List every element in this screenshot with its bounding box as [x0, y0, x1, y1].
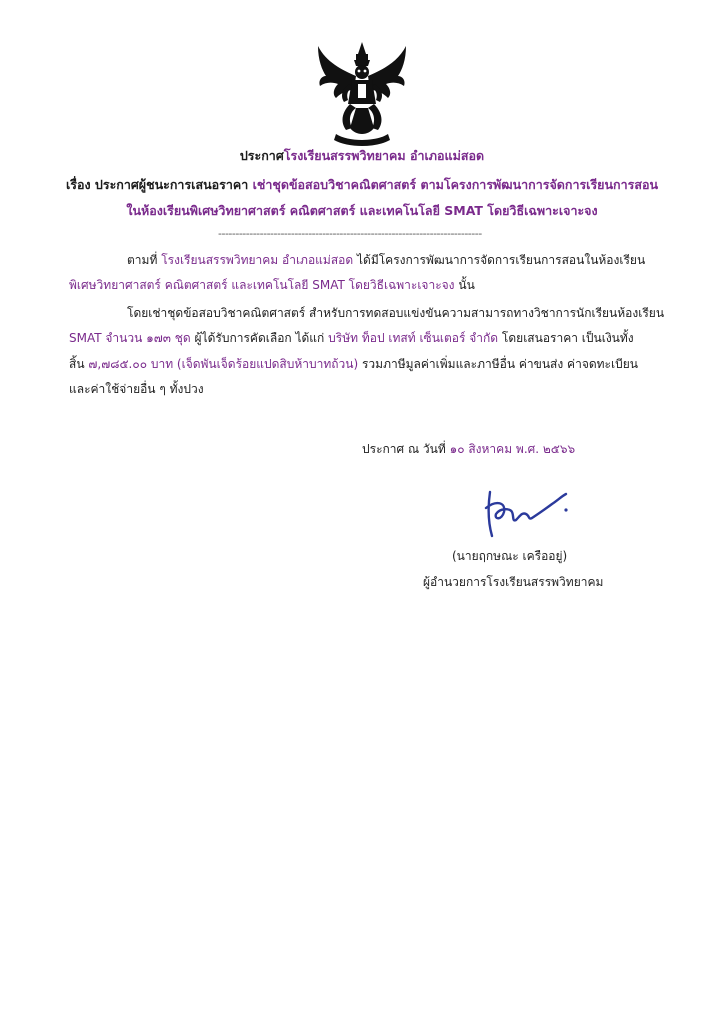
- p2-quantity: SMAT จำนวน ๑๗๓ ชุด: [69, 331, 191, 345]
- paragraph-1-line-1: [127, 251, 645, 270]
- subject-text-1: เช่าชุดข้อสอบวิชาคณิตศาสตร์ ตามโครงการพัฒนาการจัดการเรียนการสอน: [252, 177, 659, 192]
- p2-price-label: โดยเสนอราคา เป็นเงินทั้ง: [501, 331, 634, 345]
- title-prefix: ประกาศ: [239, 148, 284, 163]
- p2-total-label: สิ้น: [69, 357, 85, 371]
- title-org: โรงเรียนสรรพวิทยาคม อำเภอแม่สอด: [283, 148, 485, 163]
- signature-image: [482, 486, 572, 546]
- announce-label: ประกาศ ณ วันที่: [362, 442, 446, 456]
- announce-date: ๑๐ สิงหาคม พ.ศ. ๒๕๖๖: [449, 442, 576, 456]
- subject-line-1: [40, 175, 684, 195]
- paragraph-2-line-1: [127, 304, 664, 323]
- subject-line-2: [40, 201, 684, 221]
- p1-lead: ตามที่: [127, 253, 158, 267]
- p1-org: โรงเรียนสรรพวิทยาคม อำเภอแม่สอด: [161, 253, 354, 267]
- p2-text-1: โดยเช่าชุดข้อสอบวิชาคณิตศาสตร์ สำหรับการทดสอบแข่งขันความสามารถทางวิชาการนักเรียนห้องเรียน: [127, 306, 665, 320]
- paragraph-1-line-2: [69, 276, 475, 295]
- p2-amount: ๗,๗๘๕.๐๐ บาท (เจ็ดพันเจ็ดร้อยแปดสิบห้าบาทถ้วน): [88, 357, 359, 371]
- paragraph-2-line-4: [69, 380, 204, 399]
- p1-end: นั้น: [458, 278, 475, 292]
- p1-project: พิเศษวิทยาศาสตร์ คณิตศาสตร์ และเทคโนโลยี SMAT โดยวิธีเฉพาะเจาะจง: [69, 278, 455, 292]
- divider: ----------------------------------------------------------------------------: [218, 227, 482, 240]
- announcement-title: [40, 146, 684, 166]
- paragraph-2-line-2: [69, 329, 634, 348]
- garuda-emblem-icon: [312, 40, 412, 150]
- paragraph-2-line-3: [69, 355, 638, 374]
- p2-vendor: บริษัท ท็อป เทสท์ เซ็นเตอร์ จำกัด: [328, 331, 499, 345]
- signatory-position: ผู้อำนวยการโรงเรียนสรรพวิทยาคม: [423, 575, 604, 589]
- p2-selected-label: ผู้ได้รับการคัดเลือก ได้แก่: [194, 331, 325, 345]
- p2-other-costs: และค่าใช้จ่ายอื่น ๆ ทั้งปวง: [69, 382, 204, 396]
- p2-inclusions: รวมภาษีมูลค่าเพิ่มและภาษีอื่น ค่าขนส่ง ค่าจดทะเบียน: [361, 357, 638, 371]
- p1-mid: ได้มีโครงการพัฒนาการจัดการเรียนการสอนในห้องเรียน: [356, 253, 646, 267]
- subject-label: เรื่อง ประกาศผู้ชนะการเสนอราคา: [65, 177, 249, 192]
- signatory-name: (นายฤกษณะ เครืออยู่): [452, 549, 568, 563]
- announce-date-line: [362, 440, 575, 459]
- subject-text-2: ในห้องเรียนพิเศษวิทยาศาสตร์ คณิตศาสตร์ และเทคโนโลยี SMAT โดยวิธีเฉพาะเจาะจง: [126, 203, 598, 218]
